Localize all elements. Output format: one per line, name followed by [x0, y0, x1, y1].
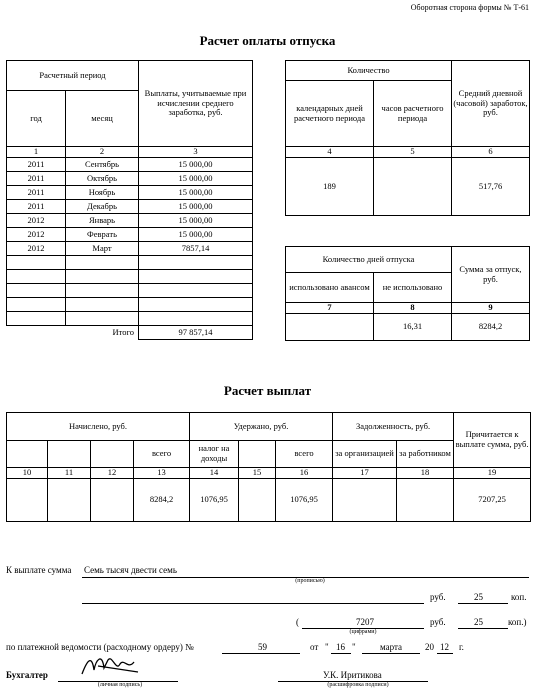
- period-table: [6, 60, 253, 340]
- caption-signature: (личная подпись): [97, 682, 143, 688]
- day-line: [331, 653, 351, 654]
- col-num-2: 2: [66, 147, 139, 158]
- table-row: [7, 242, 253, 256]
- row-year: 2011: [7, 200, 66, 214]
- unused-value: 16,31: [374, 314, 452, 341]
- digits-value: 7207: [356, 617, 374, 627]
- row-year: 2012: [7, 242, 66, 256]
- total-label: Итого: [112, 326, 134, 337]
- col-num-4: 4: [286, 147, 374, 158]
- pay-sum-words: Семь тысяч двести семь: [84, 565, 177, 575]
- day-value: 16: [336, 642, 345, 652]
- quote-open: ": [325, 642, 329, 652]
- open-paren: (: [296, 617, 299, 627]
- table-row-empty: [7, 284, 253, 298]
- col-num-8: 8: [374, 303, 452, 314]
- quote-close: ": [352, 642, 356, 652]
- col-num-10: 10: [7, 468, 48, 479]
- total-value: 97 857,14: [139, 326, 253, 340]
- table-row-empty: [7, 256, 253, 270]
- header-used: использовано авансом: [286, 273, 374, 303]
- row-year: 2011: [7, 186, 66, 200]
- row-amount: 7857,14: [139, 242, 253, 256]
- row-month: Сентябрь: [66, 158, 139, 172]
- signature-image: [78, 650, 148, 680]
- vacation-title: Расчет оплаты отпуска: [199, 33, 336, 48]
- withheld-total-value: 1076,95: [276, 479, 333, 522]
- table-row: [7, 158, 253, 172]
- average-value: 517,76: [452, 158, 530, 216]
- col-num-19: 19: [454, 468, 531, 479]
- year-suffix: 12: [440, 642, 449, 652]
- row-month: Ноябрь: [66, 186, 139, 200]
- row-amount: 15 000,00: [139, 200, 253, 214]
- col-num-3: 3: [139, 147, 253, 158]
- accountant-label: Бухгалтер: [6, 670, 48, 680]
- row-month: Январь: [66, 214, 139, 228]
- header-average: Средний дневной (часовой) заработок, руб.: [452, 61, 530, 147]
- days-table: [285, 246, 530, 341]
- row-amount: 15 000,00: [139, 158, 253, 172]
- rub-label: руб.: [430, 592, 446, 602]
- col-num-15: 15: [239, 468, 276, 479]
- col-num-6: 6: [452, 147, 530, 158]
- statement-number-line: [222, 653, 300, 654]
- total-row: [7, 326, 253, 340]
- col-num-7: 7: [286, 303, 374, 314]
- header-unused: не использовано: [374, 273, 452, 303]
- header-year: год: [7, 91, 66, 147]
- row-amount: 15 000,00: [139, 172, 253, 186]
- year-g: г.: [459, 642, 464, 652]
- header-withheld-total: всего: [276, 441, 333, 468]
- table-row: [7, 186, 253, 200]
- row-amount: 15 000,00: [139, 186, 253, 200]
- row-month: Декабрь: [66, 200, 139, 214]
- form-note: Оборотная сторона формы № Т-61: [410, 3, 529, 12]
- month-value: марта: [380, 642, 403, 652]
- kop-label-2: коп.): [508, 617, 527, 627]
- calendar-days-value: 189: [286, 158, 374, 216]
- header-organization: за организацией: [333, 441, 397, 468]
- header-income-tax: налог на доходы: [190, 441, 239, 468]
- row-year: 2012: [7, 214, 66, 228]
- year-line: [437, 653, 453, 654]
- col-num-1: 1: [7, 147, 66, 158]
- header-quantity: Количество: [286, 61, 452, 81]
- row-year: 2011: [7, 172, 66, 186]
- col-num-9: 9: [452, 303, 530, 314]
- header-vacation-sum: Сумма за отпуск, руб.: [452, 247, 530, 303]
- header-hours: часов расчетного периода: [374, 81, 452, 147]
- rub-label-2: руб.: [430, 617, 446, 627]
- pay-sum-label: К выплате сумма: [6, 565, 72, 575]
- kop-line-2: [458, 628, 508, 629]
- header-month: месяц: [66, 91, 139, 147]
- count-table: [285, 60, 530, 216]
- row-year: 2012: [7, 228, 66, 242]
- col-num-12: 12: [91, 468, 134, 479]
- col-num-17: 17: [333, 468, 397, 479]
- table-row: [7, 228, 253, 242]
- statement-label: по платежной ведомости (расходному ордеру) №: [6, 642, 194, 652]
- caption-digits: (цифрами): [349, 629, 377, 635]
- table-row-empty: [7, 312, 253, 326]
- col-num-13: 13: [134, 468, 190, 479]
- kop-value-1: 25: [474, 592, 483, 602]
- col-num-16: 16: [276, 468, 333, 479]
- header-due: Причитается к выплате сумма, руб.: [454, 413, 531, 468]
- month-line: [362, 653, 420, 654]
- year-prefix: 20: [425, 642, 434, 652]
- row-amount: 15 000,00: [139, 228, 253, 242]
- table-row-empty: [7, 298, 253, 312]
- table-row: [7, 200, 253, 214]
- table-row-empty: [7, 270, 253, 284]
- col-num-5: 5: [374, 147, 452, 158]
- header-payments: Выплаты, учитываемые при исчислении среднего заработка, руб.: [139, 61, 253, 147]
- table-row: [7, 214, 253, 228]
- kop-label: коп.: [511, 592, 527, 602]
- caption-words: (прописью): [295, 578, 325, 584]
- accrued-total-value: 8284,2: [134, 479, 190, 522]
- header-accrued: Начислено, руб.: [7, 413, 190, 441]
- payments-table: [6, 412, 531, 522]
- signer-name: У.К. Иритикова: [323, 670, 382, 680]
- col-num-11: 11: [48, 468, 91, 479]
- header-employee: за работником: [397, 441, 454, 468]
- row-month: Октябрь: [66, 172, 139, 186]
- kop-line-1: [458, 603, 508, 604]
- kop-value-2: 25: [474, 617, 483, 627]
- header-period: Расчетный период: [7, 61, 139, 91]
- col-num-14: 14: [190, 468, 239, 479]
- header-debt: Задолженность, руб.: [333, 413, 454, 441]
- from-label: от: [310, 642, 319, 652]
- income-tax-value: 1076,95: [190, 479, 239, 522]
- col-num-18: 18: [397, 468, 454, 479]
- payments-title: Расчет выплат: [223, 383, 312, 398]
- table-row: [7, 172, 253, 186]
- header-withheld: Удержано, руб.: [190, 413, 333, 441]
- row-amount: 15 000,00: [139, 214, 253, 228]
- due-value: 7207,25: [454, 479, 531, 522]
- header-accrued-total: всего: [134, 441, 190, 468]
- header-calendar-days: календарных дней расчетного периода: [286, 81, 374, 147]
- statement-number: 59: [258, 642, 267, 652]
- row-month: Феврать: [66, 228, 139, 242]
- header-vacation-days: Количество дней отпуска: [286, 247, 452, 273]
- caption-decode: (расшифровка подписи): [327, 682, 389, 688]
- pay-sum-line-2: [82, 603, 424, 604]
- vacation-sum-value: 8284,2: [452, 314, 530, 341]
- row-year: 2011: [7, 158, 66, 172]
- row-month: Март: [66, 242, 139, 256]
